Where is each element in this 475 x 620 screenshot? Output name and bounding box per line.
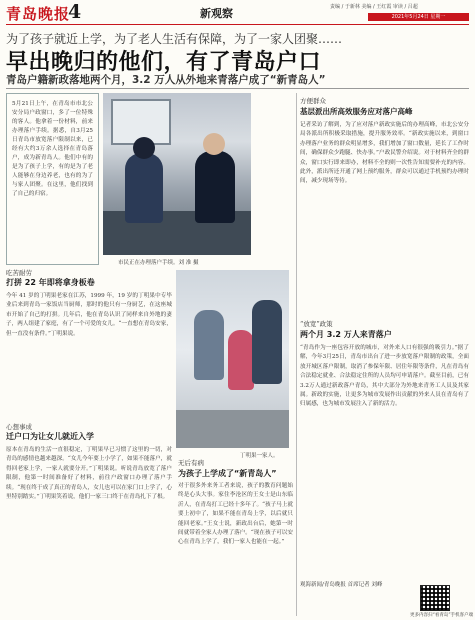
qr-code-icon[interactable] <box>420 585 450 611</box>
newspaper-logo: 青岛晚报 <box>6 5 71 23</box>
middle-section-kicker: 无后有病 <box>178 459 204 467</box>
article-byline: 观海新闻/青岛晚报 首席记者 刘峰 <box>300 582 383 588</box>
middle-section-body: 对于很多外来务工者来说，孩子的教育问题始终是心头大事。家住李沧区的王女士是山东临沂人，在青岛打工已经十多年了。“孩子马上就要上初中了，如果不能在青岛上学，以后就只能回老家。”王女士说，新政出台后，她第一时间就带着全家人办理了落户。“现在孩子可以安心在青岛上学了，我们一家人也能在一起。” <box>178 483 293 546</box>
right-section1-body: 记者采访了解到，为了应对落户新政实施后的办理高峰，市北公安分局各派出所积极采取措施，提升服务效率。“新政实施以来，到窗口办理落户业务的群众明显增多，我们增加了窗口数量，延长了工作时间，确保群众少跑腿、快办事。”户政民警介绍说。对于材料齐全的群众，窗口实行即来即办，材料不全的则一次性告知需要补充的内容。此外，派出所还开通了网上预约服务，群众可以通过手机预约办理时间，减少现场等待。 <box>300 122 469 185</box>
left-section1-kicker: 吃苦耐劳 <box>6 269 32 277</box>
photo1-caption: 市民正在办理落户手续。刘 准 摄 <box>118 260 199 266</box>
masthead <box>0 0 475 26</box>
headline-divider <box>6 88 469 89</box>
headline-deck: 青岛户籍新政落地两个月，3.2 万人从外地来青落户成了“新青岛人” <box>6 74 326 86</box>
photo-family-child <box>228 330 254 390</box>
photo-officer <box>125 153 163 223</box>
left-section1-body: 今年 41 岁的丁明果老家在江苏，1999 年，19 岁的丁明果中专毕业后来到青岛一家饭店当厨师，那时的他只有一身厨艺，在这座城市开始了自己的打拼。几年后，他在青岛认识了同样来自外地的妻子，两人组建了家庭，有了一个可爱的女儿。“一直想在青岛安家，但一直没有条件。”丁明果说。 <box>6 293 172 337</box>
editor-credits: 责编 / 于新林 美编 / 王红霞 审读 / 吕超 <box>330 4 418 10</box>
page-number: 4 <box>68 1 82 23</box>
photo2-caption: 丁明果一家人。 <box>240 453 279 459</box>
main-headline: 早出晚归的他们，有了青岛户口 <box>6 50 322 75</box>
section-title: 新观察 <box>200 7 233 20</box>
left-section1-title: 打拼 22 年即将拿身板卷 <box>6 278 95 287</box>
right-section2-kicker: “放宽”政策 <box>300 320 333 328</box>
right-section1-title: 基层派出所高效服务应对落户高峰 <box>300 107 413 116</box>
photo-family-mother <box>252 300 282 384</box>
photo-family-father <box>194 310 224 380</box>
left-section2-title: 迁户口为让女儿就近入学 <box>6 432 94 441</box>
intro-box: 5月21日上午，在青岛市市北公安分局户政窗口，多了一位特殊的客人。他拿着一份材料，前来办理落户手续。据悉，自3月25日青岛市放宽落户限制以来，已经有大约3万余人选择在青岛落户，成为新青岛人。他们中有的是为了孩子上学，有的是为了老人能够在身边养老，也有的为了与家人团聚。在这里，他们找到了自己的归宿。 <box>6 93 99 265</box>
left-section2-body: 原本在青岛的生活一直很稳定，丁明果早已习惯了这里的一切，对青岛的感情也越来越深。“女儿今年要上小学了，如果不能落户，就得回老家上学，一家人就要分开。”丁明果说。听说青岛放宽了落户限制，他第一时间准备好了材料，前往户政窗口办理了落户手续。“现在终于成了真正的青岛人，女儿也可以在家门口上学了，心里特别踏实。”丁明果笑着说，他们一家三口终于在青岛扎下了根。 <box>6 447 172 501</box>
photo-officer-head <box>133 137 155 159</box>
photo-registration-office <box>103 93 251 255</box>
photo-citizen <box>195 151 235 223</box>
issue-date-badge: 2021年5月24日 星期一 <box>368 13 469 21</box>
masthead-divider <box>6 24 469 25</box>
column-divider <box>296 93 297 616</box>
right-section1-kicker: 方便群众 <box>300 97 326 105</box>
headline-kicker: 为了孩子就近上学，为了老人生活有保障，为了一家人团聚…… <box>6 32 343 46</box>
photo-family-floor <box>176 410 289 448</box>
right-section2-body: “青岛作为一座包容开放的城市，对外来人口有很强的吸引力。”据了解，今年3月25日，青岛市出台了进一步放宽落户限制的政策，全面放开城区落户限制，取消了参保年限、居住年限等条件，凡在青岛有合法稳定就业、合法稳定住所的人员均可申请落户。截至目前，已有3.2万人通过新政落户青岛，其中大部分为外地来青务工人员及其家属。新政的实施，让更多为城市发展作出贡献的外来人员在青岛有了归属感，也为城市发展注入了新的活力。 <box>300 345 469 408</box>
qr-caption: 更多内容扫“看青岛”手机客户端 <box>410 613 474 618</box>
left-section2-kicker: 心想事成 <box>6 423 32 431</box>
right-section2-title: 两个月 3.2 万人来青落户 <box>300 330 392 339</box>
photo-citizen-head <box>203 133 225 155</box>
photo-family <box>176 270 289 448</box>
middle-section-title: 为孩子上学成了“新青岛人” <box>178 469 277 478</box>
